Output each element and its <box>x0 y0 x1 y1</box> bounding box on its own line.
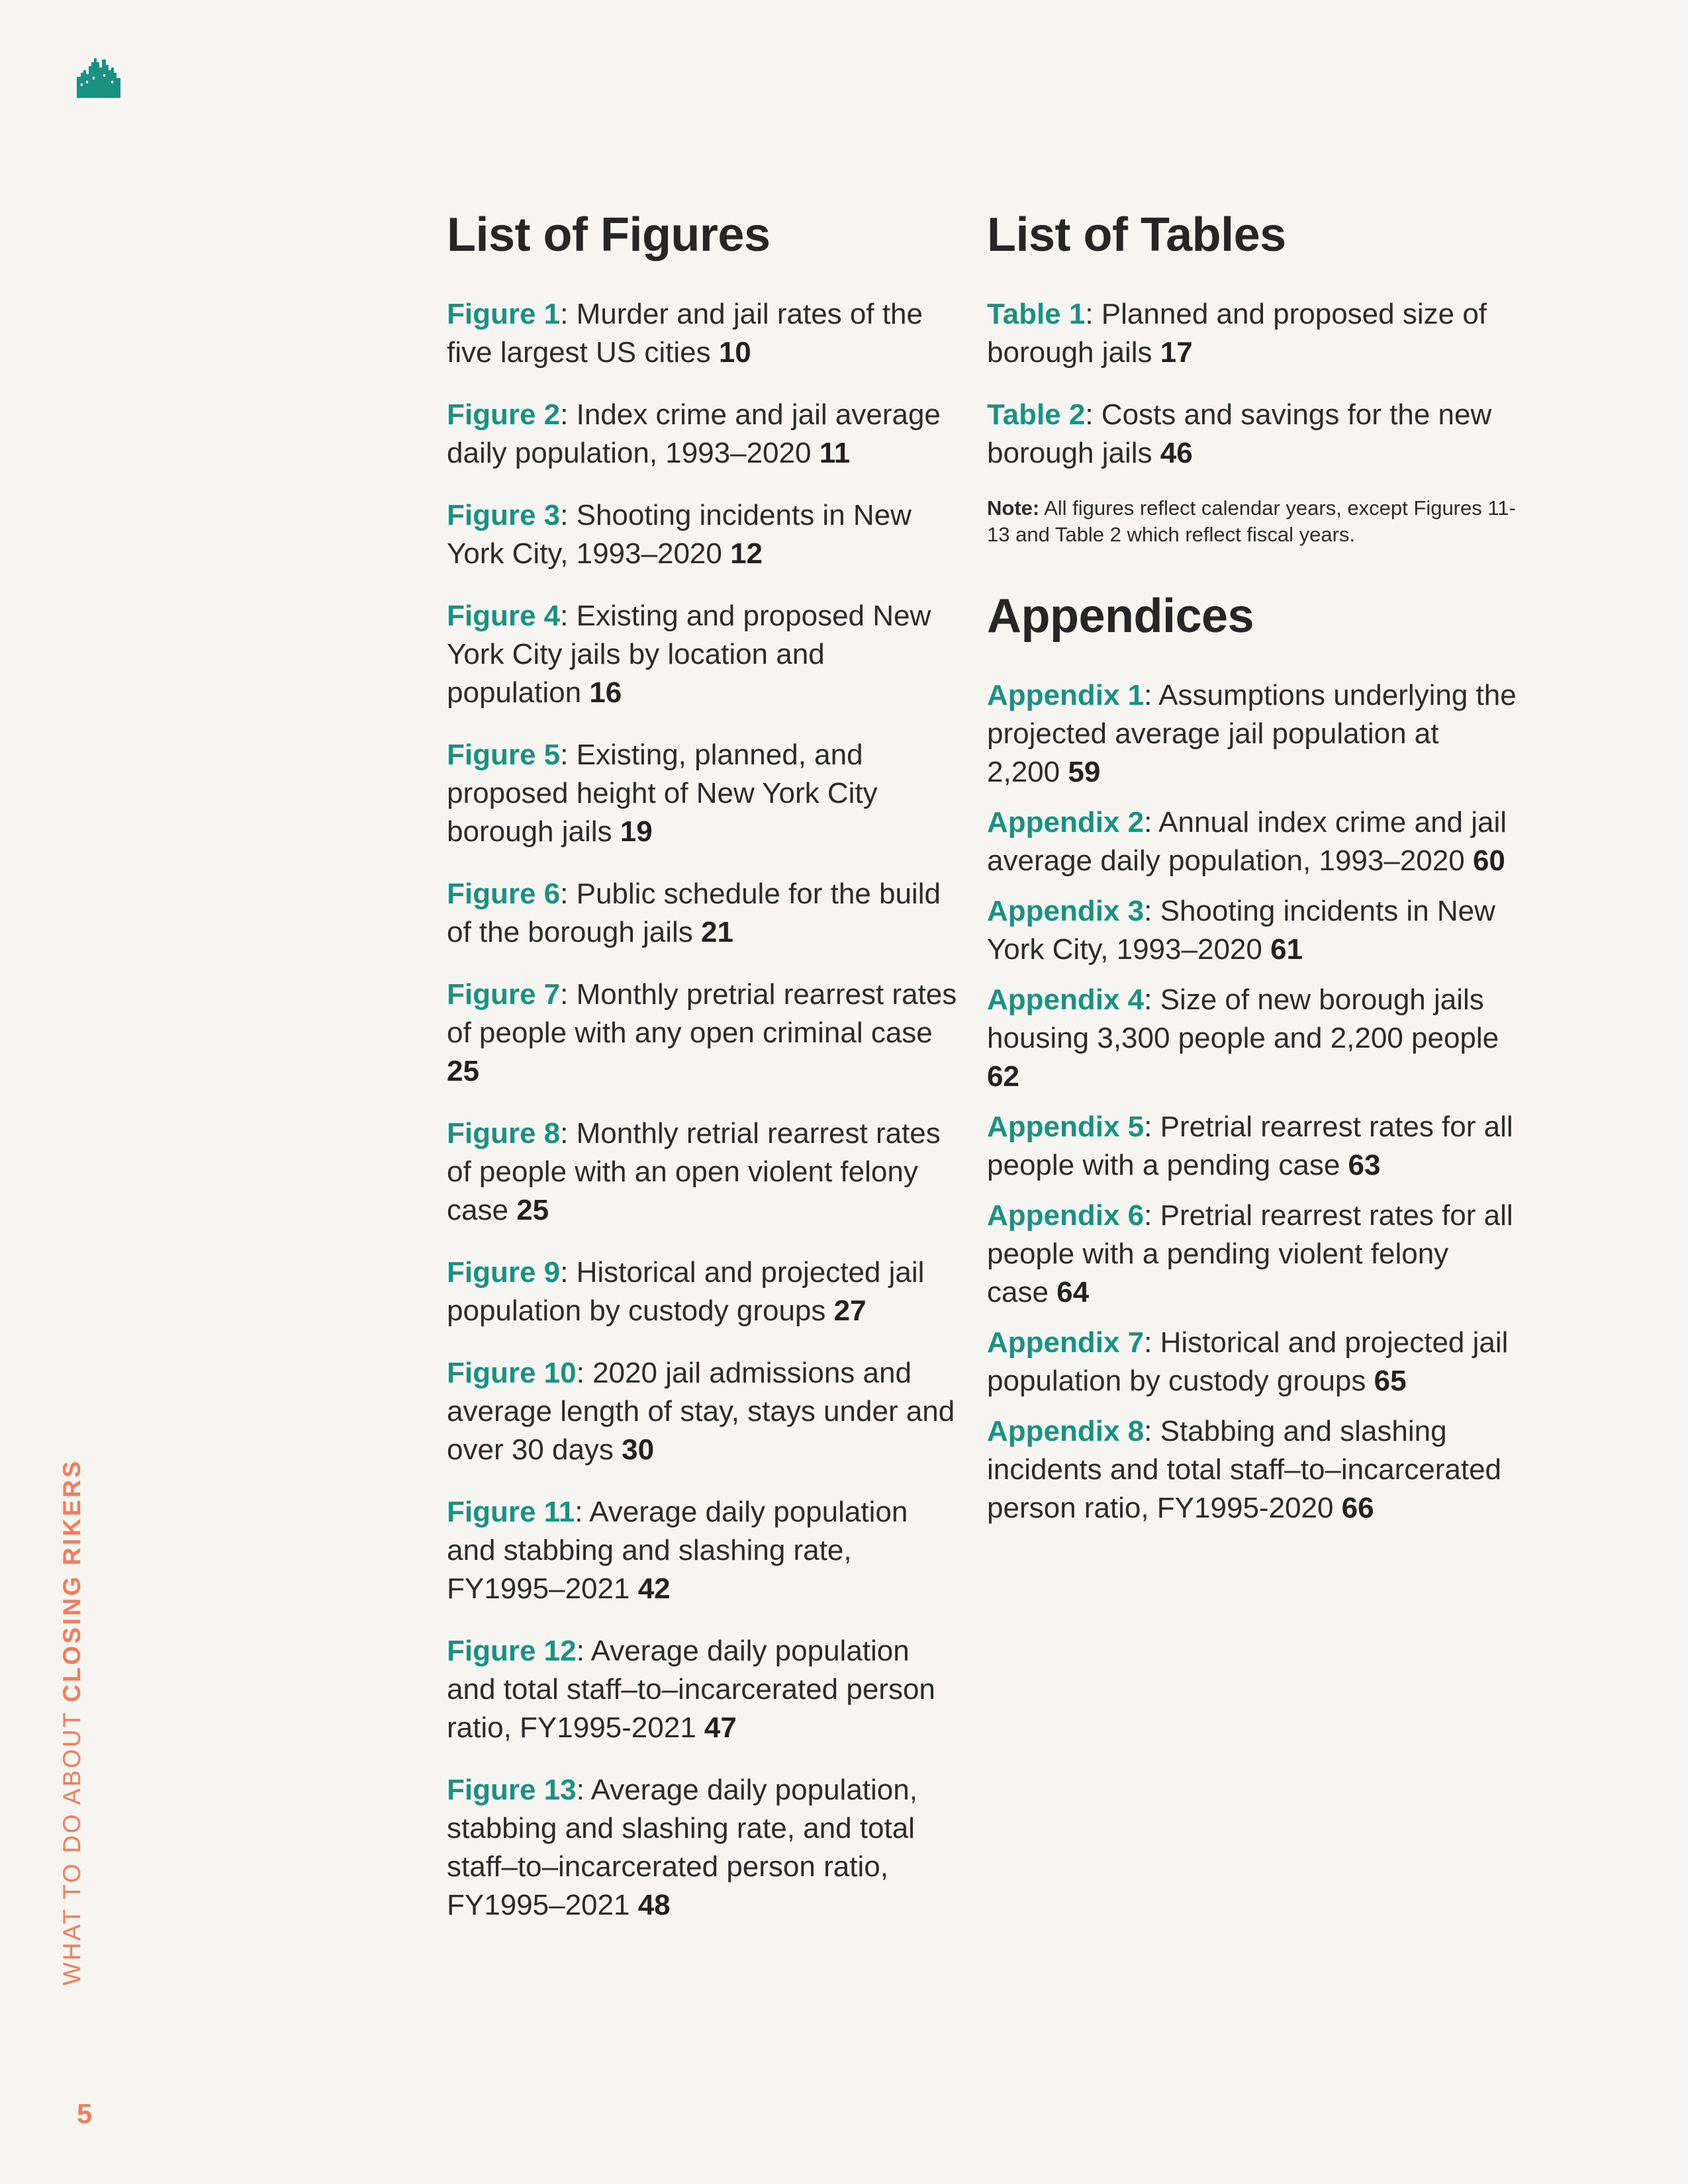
toc-entry-label: Figure 6 <box>447 878 561 910</box>
toc-entry-text: : Shooting incidents in New York City, 1993–2020 <box>447 499 912 570</box>
toc-entry[interactable] <box>987 981 1517 1096</box>
toc-entry-text: : Historical and projected jail population by custody groups <box>447 1256 925 1327</box>
toc-entry[interactable] <box>987 396 1517 473</box>
toc-entry-text: : Size of new borough jails housing 3,300 people and 2,200 people <box>987 983 1499 1054</box>
toc-entry-label: Figure 13 <box>447 1774 577 1806</box>
page-number: 5 <box>77 2098 93 2129</box>
toc-entry[interactable] <box>447 396 963 473</box>
toc-entry-label: Figure 4 <box>447 600 561 632</box>
toc-entry-label: Figure 2 <box>447 398 561 431</box>
toc-entry-text: : Average daily population and total staff–to–incarcerated person ratio, FY1995-2021 <box>447 1635 935 1744</box>
toc-entry-text: : Average daily population and stabbing and slashing rate, FY1995–2021 <box>447 1496 908 1605</box>
toc-entry[interactable] <box>987 676 1517 792</box>
toc-entry-text: : Pretrial rearrest rates for all people with a pending case <box>987 1111 1513 1181</box>
list-of-figures <box>447 199 963 1925</box>
toc-entry-page: 59 <box>1068 756 1101 788</box>
toc-entry-label: Appendix 6 <box>987 1199 1145 1232</box>
toc-entry[interactable] <box>447 976 963 1091</box>
appendices-heading: Appendices <box>987 590 1254 643</box>
toc-entry-page: 60 <box>1472 844 1505 877</box>
toc-entry-text: : Existing, planned, and proposed height of New York City borough jails <box>447 739 878 848</box>
running-header <box>58 1459 86 1985</box>
running-header-title: CLOSING RIKERS <box>58 1459 85 1703</box>
toc-entry-label: Appendix 5 <box>987 1111 1145 1143</box>
toc-entry-page: 63 <box>1348 1149 1381 1181</box>
toc-entry-text: : Monthly pretrial rearrest rates of people with any open criminal case <box>447 978 957 1049</box>
toc-entry-page: 48 <box>637 1889 671 1921</box>
toc-entry-label: Appendix 1 <box>987 679 1145 711</box>
figures-heading: List of Figures <box>447 208 771 261</box>
toc-entry-text: : Pretrial rearrest rates for all people with a pending violent felony case <box>987 1199 1513 1308</box>
toc-entry-page: 21 <box>701 916 733 948</box>
toc-entry[interactable] <box>987 892 1517 969</box>
toc-entry[interactable] <box>447 1253 963 1330</box>
toc-entry-text: : Stabbing and slashing incidents and total staff–to–incarcerated person ratio, FY1995-2020 <box>987 1415 1502 1524</box>
toc-entry[interactable] <box>447 295 963 372</box>
toc-entry[interactable] <box>447 597 963 712</box>
toc-entry-label: Figure 1 <box>447 298 561 330</box>
toc-entry-text: : Murder and jail rates of the five largest US cities <box>447 298 923 369</box>
tables-heading: List of Tables <box>987 208 1286 261</box>
toc-entry-label: Appendix 8 <box>987 1415 1145 1447</box>
toc-entry-text: : 2020 jail admissions and average length of stay, stays under and over 30 days <box>447 1357 955 1466</box>
appendices-list <box>987 676 1517 1527</box>
toc-entry-label: Figure 12 <box>447 1635 577 1667</box>
toc-entry[interactable] <box>447 1771 963 1925</box>
toc-entry-page: 64 <box>1056 1276 1090 1308</box>
toc-entry[interactable] <box>987 803 1517 880</box>
toc-entry-page: 11 <box>819 437 851 469</box>
toc-entry-text: : Shooting incidents in New York City, 1993–2020 <box>987 895 1495 966</box>
toc-entry-text: : Average daily population, stabbing and slashing rate, and total staff–to–incarcerated person ratio, FY1995–2021 <box>447 1774 917 1921</box>
toc-entry-label: Figure 8 <box>447 1117 561 1150</box>
toc-entry-label: Figure 10 <box>447 1357 577 1389</box>
toc-entry-page: 16 <box>589 676 622 709</box>
toc-entry-label: Figure 11 <box>447 1496 575 1528</box>
toc-entry-text: : Index crime and jail average daily population, 1993–2020 <box>447 398 941 469</box>
toc-entry-label: Appendix 3 <box>987 895 1145 927</box>
figures-list <box>447 295 963 1925</box>
toc-entry[interactable] <box>987 1324 1517 1400</box>
toc-entry[interactable] <box>447 1354 963 1469</box>
toc-entry-label: Appendix 7 <box>987 1326 1145 1359</box>
city-skyline-icon <box>77 57 120 98</box>
toc-entry-page: 66 <box>1341 1492 1374 1524</box>
toc-entry[interactable] <box>447 736 963 851</box>
note <box>987 495 1517 548</box>
toc-entry-page: 25 <box>447 1055 479 1087</box>
toc-entry[interactable] <box>447 1493 963 1608</box>
toc-entry[interactable] <box>987 1197 1517 1312</box>
toc-entry-page: 61 <box>1270 933 1303 966</box>
toc-entry[interactable] <box>447 1115 963 1230</box>
toc-entry-page: 65 <box>1374 1365 1407 1397</box>
note-label: Note: <box>987 496 1040 520</box>
toc-entry-text: : Historical and projected jail population by custody groups <box>987 1326 1509 1397</box>
toc-entry-text: : Public schedule for the build of the borough jails <box>447 878 941 948</box>
toc-entry-page: 47 <box>704 1711 737 1744</box>
toc-entry-page: 10 <box>718 336 751 369</box>
toc-entry-label: Appendix 4 <box>987 983 1145 1016</box>
toc-entry-label: Figure 3 <box>447 499 561 531</box>
toc-entry-page: 30 <box>622 1433 655 1466</box>
toc-entry-page: 12 <box>730 537 763 570</box>
toc-entry-page: 62 <box>987 1060 1019 1093</box>
tables-list <box>987 295 1517 473</box>
toc-entry-label: Appendix 2 <box>987 806 1145 839</box>
toc-entry-page: 19 <box>620 815 653 848</box>
toc-entry[interactable] <box>447 1632 963 1747</box>
toc-entry-text: : Assumptions underlying the projected average jail population at 2,200 <box>987 679 1517 788</box>
toc-entry-page: 46 <box>1160 437 1193 469</box>
toc-entry-page: 27 <box>833 1295 867 1327</box>
toc-entry-label: Table 1 <box>987 298 1086 330</box>
toc-entry-page: 17 <box>1160 336 1193 369</box>
toc-entry-text: : Annual index crime and jail average daily population, 1993–2020 <box>987 806 1507 877</box>
running-header-prefix: WHAT TO DO ABOUT <box>58 1702 85 1985</box>
toc-entry-label: Figure 9 <box>447 1256 561 1289</box>
toc-entry[interactable] <box>987 1412 1517 1527</box>
toc-entry-text: : Monthly retrial rearrest rates of people with an open violent felony case <box>447 1117 941 1226</box>
toc-entry[interactable] <box>987 1108 1517 1185</box>
toc-entry-page: 42 <box>637 1572 671 1605</box>
toc-entry-page: 25 <box>516 1194 549 1226</box>
toc-entry[interactable] <box>987 295 1517 372</box>
toc-entry-text: : Costs and savings for the new borough jails <box>987 398 1492 469</box>
toc-entry-label: Figure 7 <box>447 978 561 1011</box>
list-of-tables <box>987 199 1517 1527</box>
toc-entry[interactable] <box>447 875 963 952</box>
toc-entry-text: : Planned and proposed size of borough jails <box>987 298 1487 369</box>
toc-entry-text: : Existing and proposed New York City jails by location and population <box>447 600 931 709</box>
toc-entry-label: Table 2 <box>987 398 1086 431</box>
toc-entry-label: Figure 5 <box>447 739 561 771</box>
toc-entry[interactable] <box>447 496 963 573</box>
note-text: All figures reflect calendar years, except Figures 11-13 and Table 2 which reflect fiscal years. <box>987 496 1516 546</box>
